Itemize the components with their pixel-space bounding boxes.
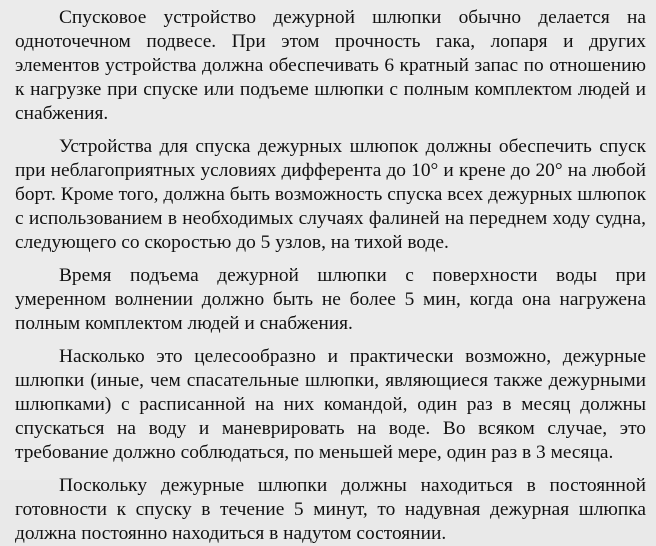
paragraph-recovery-time: Время подъема дежурной шлюпки с поверхности воды при умеренном волнении должно быть не более 5 мин, когда она нагружена полным комплектом людей и снабжения.	[15, 265, 646, 334]
paragraph-launching-device: Спусковое устройство дежурной шлюпки обычно делается на одноточечном подвесе. При этом прочность гака, лопаря и других элементов устройства должна обеспечивать 6 кратный запас по отношению к нагрузке при спуске или подъеме шлюпки с полным комплектом людей и снабжения.	[15, 7, 646, 124]
paragraph-launch-conditions: Устройства для спуска дежурных шлюпок должны обеспечить спуск при неблагоприятных условиях дифферента до 10° и крене до 20° на любой борт. Кроме того, должна быть возможность спуска всех дежурных шлюпок с использованием в необходимых случаях фалиней на переднем ходу судна, следующего со скоростью до 5 узлов, на тихой воде.	[15, 136, 646, 253]
paragraph-monthly-launch: Насколько это целесообразно и практически возможно, дежурные шлюпки (иные, чем спасательные шлюпки, являющиеся также дежурными шлюпками) с расписанной на них командой, один раз в месяц должны спускаться на воду и маневрировать на воде. Во всяком случае, это требование должно соблюдаться, по меньшей мере, один раз в 3 месяца.	[15, 346, 646, 463]
paragraph-inflated-state: Поскольку дежурные шлюпки должны находиться в постоянной готовности к спуску в течение 5 минут, то надувная дежурная шлюпка должна постоянно находиться в надутом состоянии.	[15, 475, 646, 545]
